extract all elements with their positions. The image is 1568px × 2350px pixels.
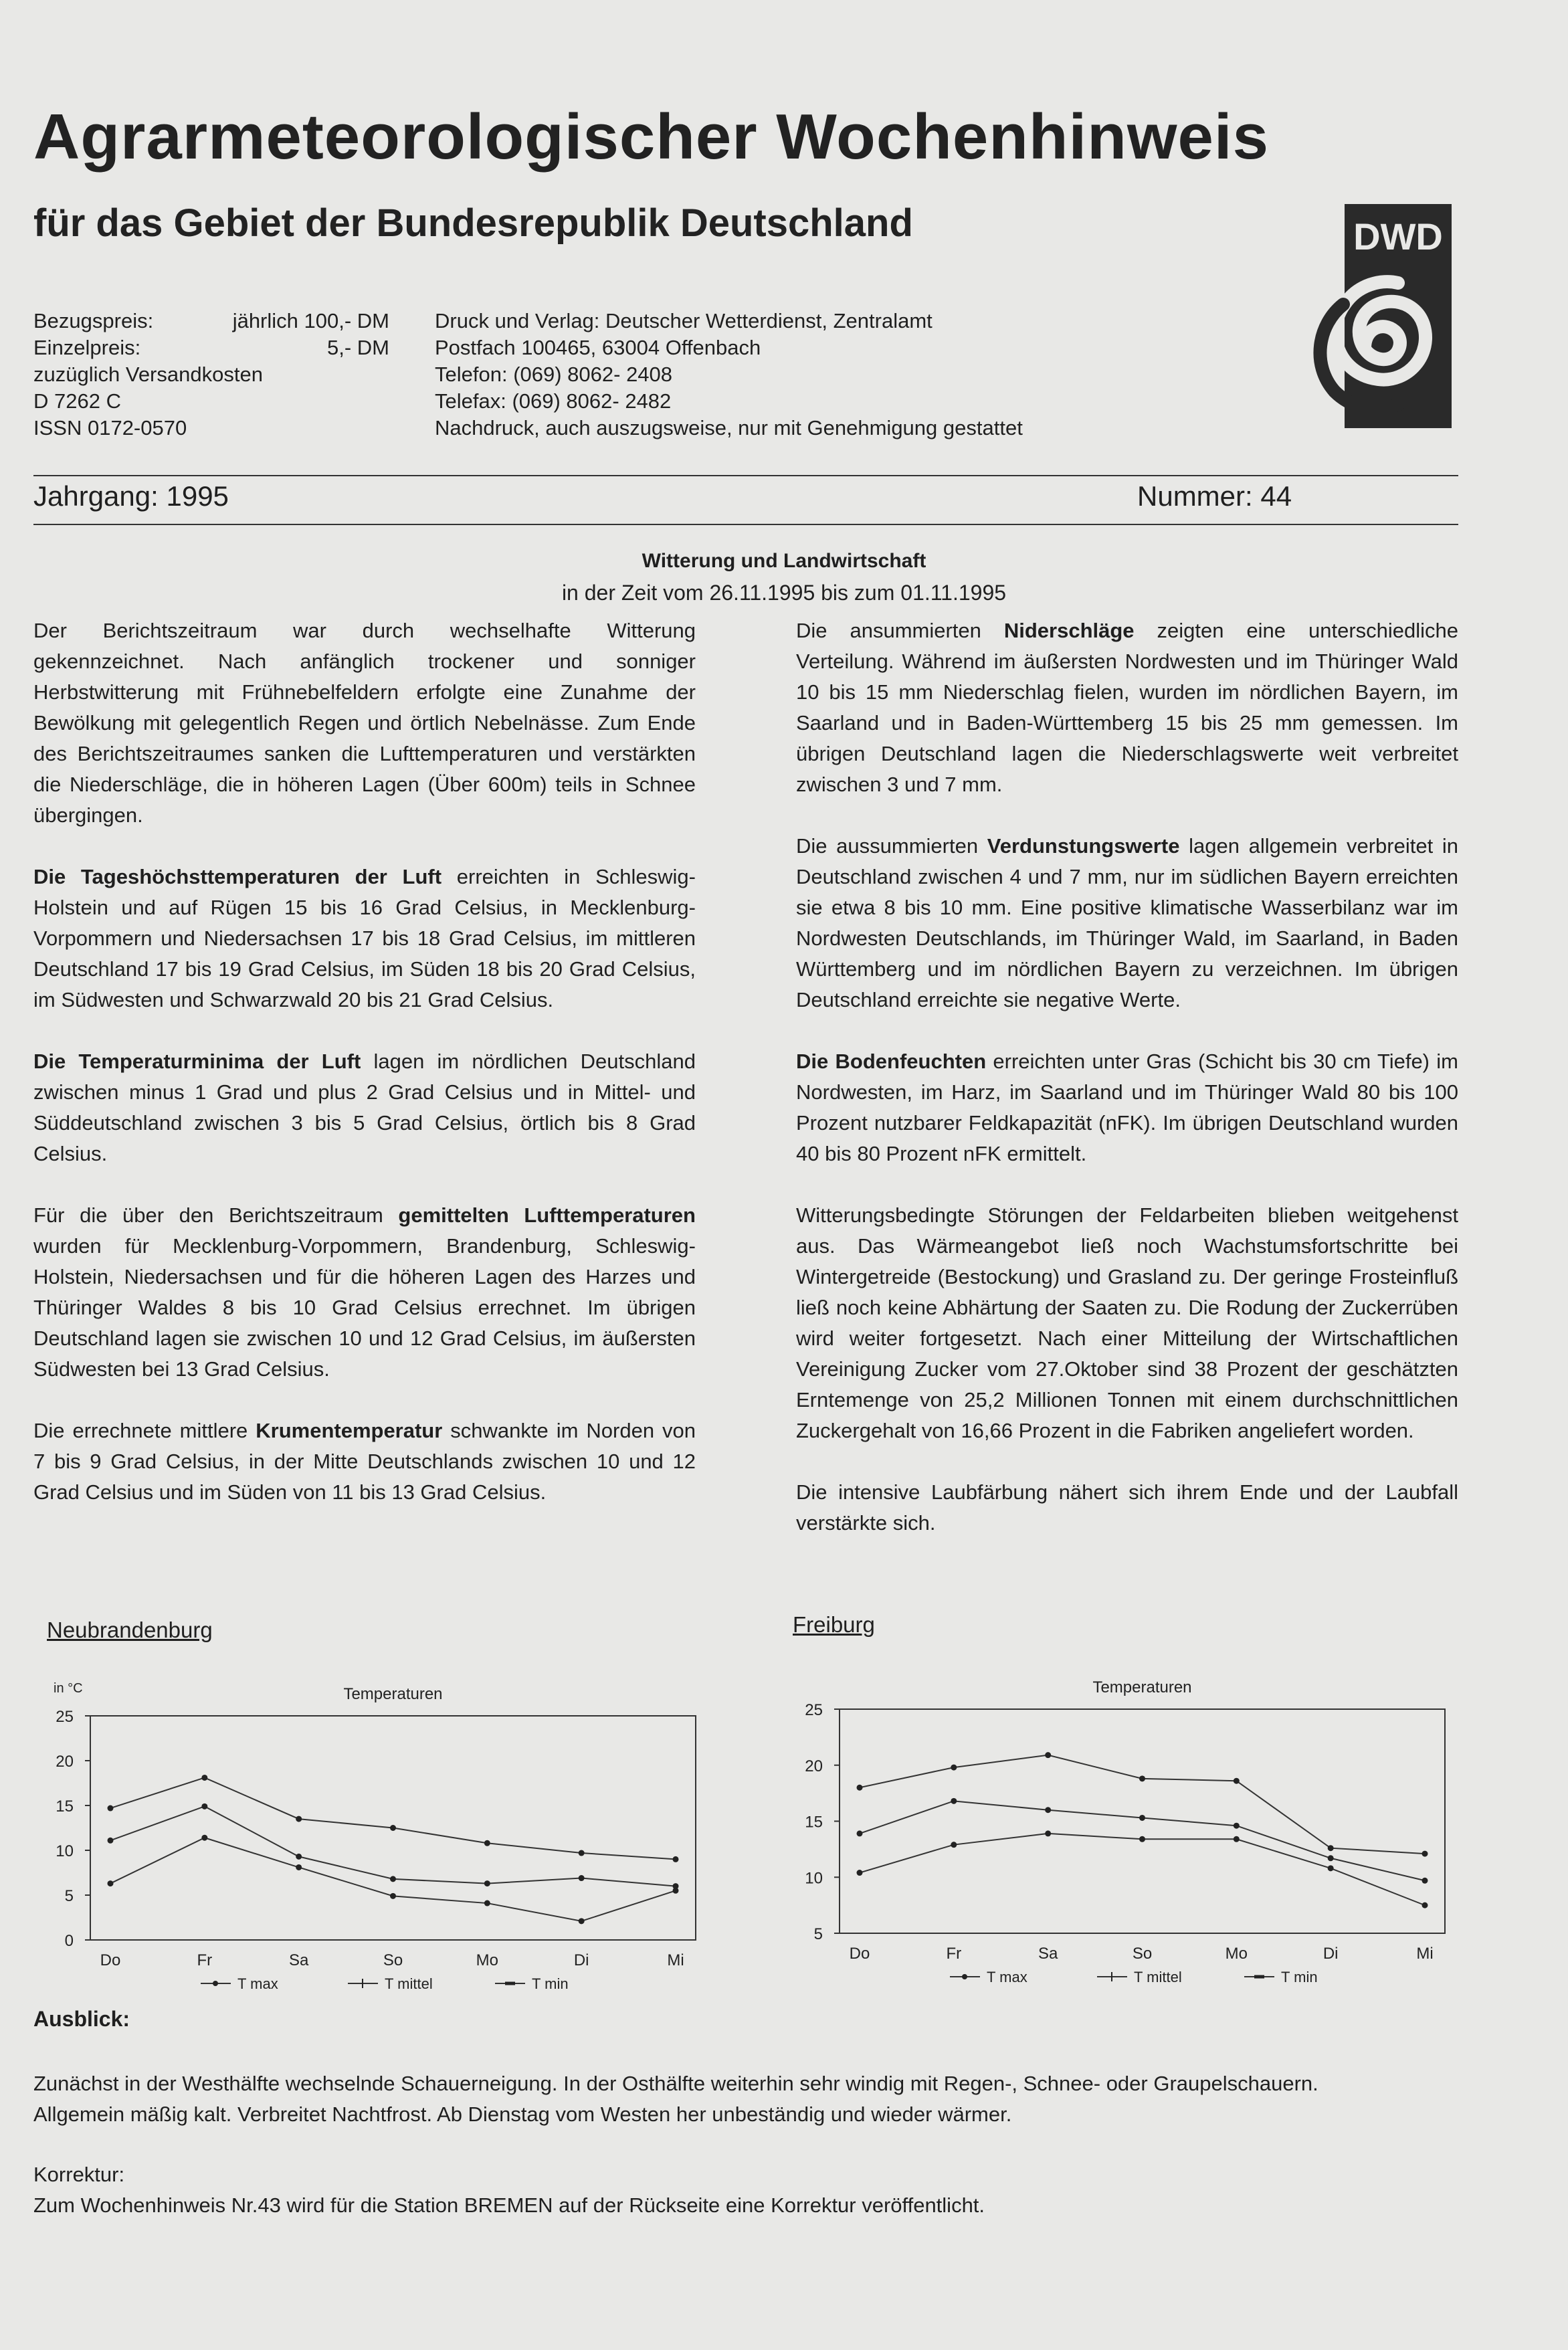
data-point — [579, 1918, 585, 1924]
outlook-line: Zunächst in der Westhälfte wechselnde Schauerneigung. In der Osthälfte weiterhin sehr windig mit Regen-, Schnee- oder Graupelschauern. — [33, 2072, 1318, 2095]
x-tick-label: Fr — [197, 1951, 213, 1969]
data-point — [390, 1893, 396, 1899]
x-tick-label: Di — [573, 1951, 589, 1969]
info-label: Einzelpreis: — [33, 336, 141, 359]
divider — [33, 524, 1458, 525]
text-run: Die errechnete mittlere — [33, 1419, 256, 1442]
bold-term: Verdunstungswerte — [987, 834, 1180, 858]
legend-label: T mittel — [1134, 1969, 1182, 1985]
bold-term: Die Bodenfeuchten — [796, 1050, 987, 1073]
legend-label: T min — [1281, 1969, 1318, 1985]
divider — [33, 475, 1458, 476]
plot-frame — [840, 1709, 1445, 1933]
dwd-logo-icon — [1264, 204, 1452, 428]
chart-title: Temperaturen — [343, 1685, 443, 1703]
y-tick-label: 20 — [805, 1757, 823, 1775]
outlook-text — [33, 2068, 1318, 2130]
data-point — [390, 1876, 396, 1882]
legend-label: T max — [237, 1975, 278, 1992]
y-tick-label: 15 — [56, 1797, 74, 1816]
correction-label: Korrektur: — [33, 2163, 125, 2186]
x-tick-label: Do — [100, 1951, 121, 1969]
publisher-line: Nachdruck, auch auszugsweise, nur mit Genehmigung gestattet — [435, 416, 1023, 439]
text-run: lagen im nördlichen Deutschland zwischen minus 1 Grad und plus 2 Grad Celsius und in Mittel- und Süddeutschland zwischen 3 bis 5 Grad Celsius, örtlich bis 8 Grad Celsius. — [33, 1050, 696, 1165]
paragraph — [796, 1046, 1458, 1169]
y-tick-label: 15 — [805, 1813, 823, 1832]
chart-title: Temperaturen — [1092, 1678, 1192, 1696]
x-tick-label: Mi — [667, 1951, 684, 1969]
series-line-t_min — [860, 1834, 1425, 1905]
data-point — [1045, 1752, 1051, 1758]
issue-number: Nummer: 44 — [1137, 480, 1292, 512]
x-tick-label: Di — [1322, 1945, 1339, 1963]
publisher-line: Telefax: (069) 8062- 2482 — [435, 389, 672, 413]
data-point — [108, 1805, 114, 1812]
data-point — [579, 1875, 585, 1881]
info-value: jährlich 100,- DM — [232, 309, 389, 332]
publisher-info — [435, 308, 1023, 442]
section-date-range: in der Zeit vom 26.11.1995 bis zum 01.11.1995 — [561, 581, 1007, 605]
page-subtitle: für das Gebiet der Bundesrepublik Deutschland — [33, 201, 913, 245]
legend-marker — [962, 1974, 967, 1979]
legend-label: T mittel — [385, 1975, 433, 1992]
data-point — [484, 1880, 490, 1886]
y-axis-label: in °C — [54, 1681, 83, 1696]
section-title: Witterung und Landwirtschaft — [642, 550, 926, 572]
data-point — [201, 1803, 207, 1809]
data-point — [1328, 1865, 1334, 1871]
data-point — [1139, 1775, 1145, 1781]
series-line-t_mittel — [110, 1806, 676, 1886]
text-run: erreichten in Schleswig-Holstein und auf Rügen 15 bis 16 Grad Celsius, in Mecklenburg-Vorpommern und Niedersachsen 17 bis 18 Grad Celsius, im mittleren Deutschland 17 bis 19 Grad Celsius, im Süden 18 bis 20 Grad Celsius, im Südwesten und Schwarzwald 20 bis 21 Grad Celsius. — [33, 865, 696, 1011]
page-title: Agrarmeteorologischer Wochenhinweis — [33, 101, 1269, 173]
x-tick-label: So — [383, 1951, 403, 1969]
logo-text: DWD — [1353, 215, 1443, 258]
bold-term: Niderschläge — [1003, 619, 1135, 642]
info-row — [33, 308, 389, 334]
paragraph — [796, 615, 1458, 800]
text-run: wurden für Mecklenburg-Vorpommern, Brandenburg, Schleswig-Holstein, Niedersachsen und für die höheren Lagen des Harzes und Thüringer Waldes 8 bis 10 Grad Celsius errechnet. Im übrigen Deutschland lagen sie zwischen 10 und 12 Grad Celsius, im äußersten Südwesten bei 13 Grad Celsius. — [33, 1234, 696, 1381]
legend-label: T max — [987, 1969, 1027, 1985]
text-run: Die ansummierten — [796, 619, 1004, 642]
paragraph — [796, 831, 1458, 1015]
station-name: Freiburg — [793, 1612, 875, 1637]
data-point — [1045, 1830, 1051, 1836]
text-column-right — [796, 615, 1458, 1569]
data-point — [108, 1838, 114, 1844]
data-point — [1139, 1815, 1145, 1821]
x-tick-label: Fr — [946, 1945, 962, 1963]
y-tick-label: 20 — [56, 1753, 74, 1771]
text-run: erreichten unter Gras (Schicht bis 30 cm Tiefe) im Nordwesten, im Harz, im Saarland und im Thüringer Wald 80 bis 100 Prozent nutzbarer Feldkapazität (nFK). Im übrigen Deutschland wurden 40 bis 80 Prozent nFK ermittelt. — [796, 1050, 1459, 1165]
data-point — [673, 1888, 679, 1894]
paragraph — [33, 615, 696, 831]
data-point — [201, 1835, 207, 1841]
publisher-line: Telefon: (069) 8062- 2408 — [435, 363, 673, 386]
text-column-left — [33, 615, 696, 1539]
data-point — [484, 1900, 490, 1906]
station-name: Neubrandenburg — [47, 1618, 213, 1642]
data-point — [296, 1816, 302, 1822]
info-line: D 7262 C — [33, 389, 121, 413]
x-tick-label: Mi — [1416, 1945, 1434, 1963]
bold-term: gemittelten Lufttemperaturen — [398, 1203, 696, 1227]
y-tick-label: 5 — [813, 1925, 823, 1943]
bold-term: Krumentemperatur — [256, 1419, 443, 1442]
data-point — [1234, 1836, 1240, 1842]
paragraph — [796, 1477, 1458, 1539]
data-point — [857, 1785, 863, 1791]
info-line: zuzüglich Versandkosten — [33, 363, 263, 386]
data-point — [1328, 1855, 1334, 1861]
bold-term: Die Tageshöchsttemperaturen der Luft — [33, 865, 442, 888]
x-tick-label: Do — [849, 1945, 870, 1963]
correction-text: Zum Wochenhinweis Nr.43 wird für die Station BREMEN auf der Rückseite eine Korrektur veröffentlicht. — [33, 2193, 985, 2217]
text-run: Die intensive Laubfärbung nähert sich ihrem Ende und der Laubfall verstärkte sich. — [796, 1480, 1458, 1535]
paragraph — [33, 862, 696, 1015]
temperature-chart-neubrandenburg — [27, 1672, 722, 2007]
data-point — [1045, 1807, 1051, 1813]
pricing-info — [33, 308, 389, 442]
data-point — [1139, 1836, 1145, 1842]
series-line-t_max — [110, 1777, 676, 1859]
x-tick-label: Sa — [288, 1951, 309, 1969]
data-point — [1422, 1878, 1428, 1884]
data-point — [1422, 1902, 1428, 1908]
publisher-line: Druck und Verlag: Deutscher Wetterdienst, Zentralamt — [435, 309, 933, 332]
data-point — [296, 1854, 302, 1860]
text-run: Der Berichtszeitraum war durch wechselhafte Witterung gekennzeichnet. Nach anfänglich trockener und sonniger Herbstwitterung mit Frühnebelfeldern erfolgte eine Zunahme der Bewölkung mit gelegentlich Regen und örtlich Nebelnässe. Zum Ende des Berichtszeitraumes sanken die Lufttemperaturen und verstärkten die Niederschläge, die in höheren Lagen (Über 600m) teils in Schnee übergingen. — [33, 619, 696, 827]
y-tick-label: 25 — [805, 1701, 823, 1719]
y-tick-label: 10 — [805, 1869, 823, 1888]
info-line: ISSN 0172-0570 — [33, 416, 187, 439]
data-point — [390, 1825, 396, 1831]
outlook-label: Ausblick: — [33, 2007, 130, 2031]
y-tick-label: 25 — [56, 1708, 74, 1726]
bold-term: Die Temperaturminima der Luft — [33, 1050, 361, 1073]
data-point — [857, 1830, 863, 1836]
y-tick-label: 0 — [64, 1932, 74, 1950]
data-point — [108, 1880, 114, 1886]
text-run: lagen allgemein verbreitet in Deutschland zwischen 4 und 7 mm, nur im südlichen Bayern erreichten sie etwa 8 bis 10 mm. Eine positive klimatische Wasserbilanz war im Nordwesten Deutschlands, im Thüringer Wald, im Saarland, in Baden Württemberg und im nördlichen Bayern zu verzeichnen. Im übrigen Deutschland erreichte sie negative Werte. — [796, 834, 1459, 1011]
data-point — [201, 1775, 207, 1781]
text-run: Die aussummierten — [796, 834, 987, 858]
data-point — [484, 1840, 490, 1846]
paragraph — [33, 1200, 696, 1385]
data-point — [579, 1850, 585, 1856]
legend-label: T min — [532, 1975, 569, 1992]
text-run: schwankte im Norden von 7 bis 9 Grad Celsius, in der Mitte Deutschlands zwischen 10 und 12 Grad Celsius und im Süden von 11 bis 13 Grad Celsius. — [33, 1419, 696, 1504]
text-run: zeigten eine unterschiedliche Verteilung. Während im äußersten Nordwesten und im Thüringer Wald 10 bis 15 mm Niederschlag fielen, wurden im nördlichen Bayern, im Saarland und in Baden-Württemberg 15 bis 25 mm gemessen. Im übrigen Deutschland lagen die Niederschlagswerte weit verbreitet zwischen 3 und 7 mm. — [796, 619, 1459, 796]
data-point — [1234, 1823, 1240, 1829]
info-label: Bezugspreis: — [33, 309, 154, 332]
legend-marker — [213, 1981, 218, 1986]
data-point — [673, 1856, 679, 1862]
paragraph — [33, 1415, 696, 1508]
data-point — [857, 1870, 863, 1876]
outlook-line: Allgemein mäßig kalt. Verbreitet Nachtfrost. Ab Dienstag vom Westen her unbeständig und wieder wärmer. — [33, 2102, 1012, 2126]
info-value: 5,- DM — [327, 336, 389, 359]
x-tick-label: Sa — [1038, 1945, 1058, 1963]
x-tick-label: So — [1132, 1945, 1153, 1963]
info-row — [33, 334, 389, 361]
data-point — [1328, 1845, 1334, 1851]
y-tick-label: 5 — [64, 1887, 74, 1905]
text-run: Witterungsbedingte Störungen der Feldarbeiten blieben weitgehenst aus. Das Wärmeangebot ließ noch Wachstumsfortschritte bei Wintergetreide (Bestockung) und Grasland zu. Der geringe Frosteinfluß ließ noch keine Abhärtung der Saaten zu. Die Rodung der Zuckerrüben wird weiter fortgesetzt. Nach einer Mitteilung der Wirtschaftlichen Vereinigung Zucker vom 27.Oktober sind 38 Prozent der geschätzten Erntemenge von 25,2 Millionen Tonnen mit einem durchschnittlichen Zuckergehalt von 16,66 Prozent in die Fabriken angeliefert worden. — [796, 1203, 1458, 1442]
paragraph — [33, 1046, 696, 1169]
issue-year: Jahrgang: 1995 — [33, 480, 229, 512]
data-point — [296, 1864, 302, 1870]
data-point — [951, 1798, 957, 1804]
x-tick-label: Mo — [1225, 1945, 1248, 1963]
paragraph — [796, 1200, 1458, 1446]
y-tick-label: 10 — [56, 1842, 74, 1860]
data-point — [951, 1842, 957, 1848]
text-run: Für die über den Berichtszeitraum — [33, 1203, 399, 1227]
data-point — [1234, 1778, 1240, 1784]
publisher-line: Postfach 100465, 63004 Offenbach — [435, 336, 761, 359]
x-tick-label: Mo — [476, 1951, 499, 1969]
data-point — [1422, 1851, 1428, 1857]
data-point — [951, 1765, 957, 1771]
temperature-chart-freiburg — [776, 1666, 1472, 2000]
